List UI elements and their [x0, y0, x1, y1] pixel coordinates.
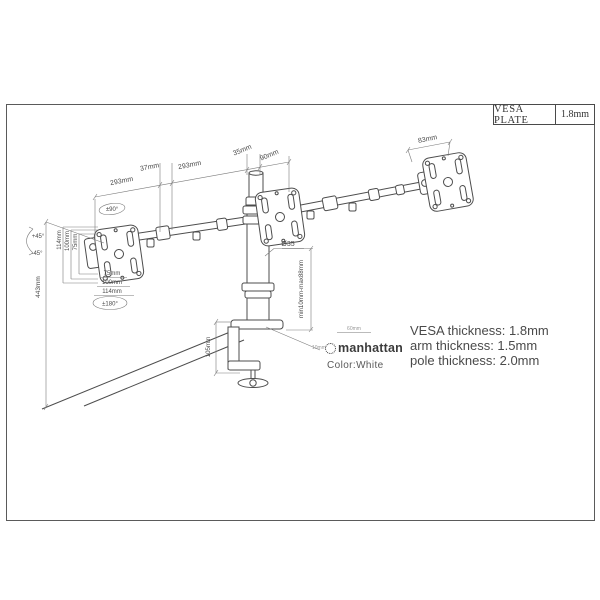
desk-clamp	[228, 320, 283, 388]
dim-plate-100-width-label: 100mm	[101, 280, 123, 286]
dim-pole-range-label: min10mm-max88mm	[298, 259, 305, 319]
dim-joint-gap-label: 37mm	[139, 162, 160, 173]
color-note: Color:White	[327, 360, 384, 371]
dim-plate-114-vertical-label: 114mm	[57, 230, 63, 250]
spec-arm-thickness: arm thickness: 1.5mm	[410, 338, 538, 353]
tilt-angle	[27, 227, 45, 257]
dim-clamp-height-label: 105mm	[205, 336, 212, 358]
dim-plate-100-vertical-label: 100mm	[65, 230, 71, 252]
desk-edge	[42, 332, 244, 409]
dim-arm-segment-right-label: 293mm	[177, 159, 202, 172]
dim-pole-top-label: 35mm	[232, 143, 253, 158]
title-box-value: 1.8mm	[555, 104, 595, 125]
dim-arm-segment-left-label: 293mm	[109, 175, 134, 188]
title-box-label: VESA PLATE	[493, 104, 556, 125]
manhattan-logo-icon	[325, 343, 336, 354]
spec-pole-thickness: pole thickness: 2.0mm	[410, 353, 540, 368]
dim-plate-114-width-label: 114mm	[102, 289, 122, 295]
logo-width-dimension: 60mm	[337, 327, 371, 333]
brand-logo	[325, 341, 403, 355]
dim-right-plate-label: 83mm	[417, 134, 438, 145]
dim-center-offset-label: 90mm	[259, 148, 280, 163]
tilt-plus-label: +45°	[31, 234, 45, 240]
spec-vesa-thickness: VESA thickness: 1.8mm	[410, 323, 549, 338]
dim-plate-75-vertical-label: 75mm	[73, 233, 79, 251]
right-vesa-plate	[422, 152, 475, 213]
dim-pole-diameter-label: Ø35	[281, 241, 295, 248]
logo-height-dimension: 10mm	[312, 345, 326, 351]
swivel-angle	[98, 202, 125, 217]
dim-height-label: 443mm	[35, 276, 42, 298]
brand-name: manhattan	[338, 341, 404, 355]
center-vesa-plate	[254, 187, 305, 247]
rotation-angle-label: ±180°	[102, 301, 118, 308]
tilt-minus-label: -45°	[31, 251, 43, 257]
rotation-angle	[93, 297, 127, 310]
swivel-angle-label: ±90°	[105, 207, 119, 214]
dim-plate-75-width-label: 75mm	[103, 271, 121, 277]
spec-notes	[410, 323, 549, 368]
